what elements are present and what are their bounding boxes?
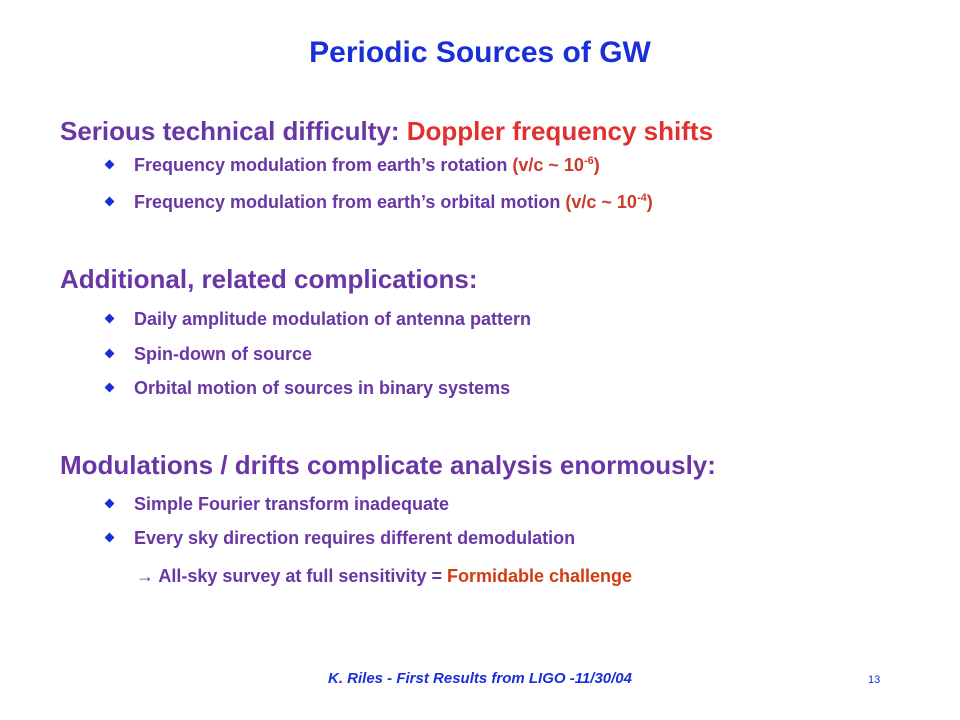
conclusion-highlight: Formidable challenge xyxy=(446,566,633,586)
diamond-bullet-icon xyxy=(105,499,115,509)
diamond-bullet-icon xyxy=(105,197,115,207)
section-heading-doppler xyxy=(60,116,713,147)
diamond-bullet-icon xyxy=(105,160,115,170)
slide-title: Periodic Sources of GW xyxy=(309,36,651,69)
bullet-item xyxy=(110,528,575,549)
section-heading-complications: Additional, related complications: xyxy=(60,264,478,294)
conclusion-text: All-sky survey at full sensitivity = xyxy=(158,566,442,586)
page-number: 13 xyxy=(868,674,881,686)
bullet-item xyxy=(110,192,653,213)
bullet-text: Orbital motion of sources in binary systems xyxy=(134,378,511,398)
bullet-text: Daily amplitude modulation of antenna pattern xyxy=(134,309,532,329)
bullet-text: Every sky direction requires different demodulation xyxy=(134,528,576,548)
bullet-item xyxy=(110,494,449,515)
conclusion-line xyxy=(136,566,632,587)
bullet-ratio: (v/c ~ $10^{-6}$) xyxy=(512,155,600,175)
bullet-text: Frequency modulation from earth’s orbital motion xyxy=(134,192,561,212)
heading-text: Serious technical difficulty: xyxy=(60,116,400,146)
right-arrow-icon: → xyxy=(136,566,154,586)
bullet-item xyxy=(110,344,312,365)
bullet-text: Spin-down of source xyxy=(134,344,312,364)
bullet-text: Simple Fourier transform inadequate xyxy=(134,494,450,514)
slide-footer: K. Riles - First Results from LIGO -11/30/04 xyxy=(328,670,632,687)
bullet-item xyxy=(110,309,531,330)
section-heading-modulations: Modulations / drifts complicate analysis enormously: xyxy=(60,450,716,480)
bullet-item xyxy=(110,155,600,176)
bullet-text: Frequency modulation from earth’s rotation xyxy=(134,155,508,175)
diamond-bullet-icon xyxy=(105,383,115,393)
bullet-ratio: (v/c ~ $10^{-4}$) xyxy=(565,192,653,212)
diamond-bullet-icon xyxy=(105,533,115,543)
bullet-item xyxy=(110,378,510,399)
heading-highlight: Doppler frequency shifts xyxy=(406,116,714,146)
diamond-bullet-icon xyxy=(105,314,115,324)
diamond-bullet-icon xyxy=(105,349,115,359)
